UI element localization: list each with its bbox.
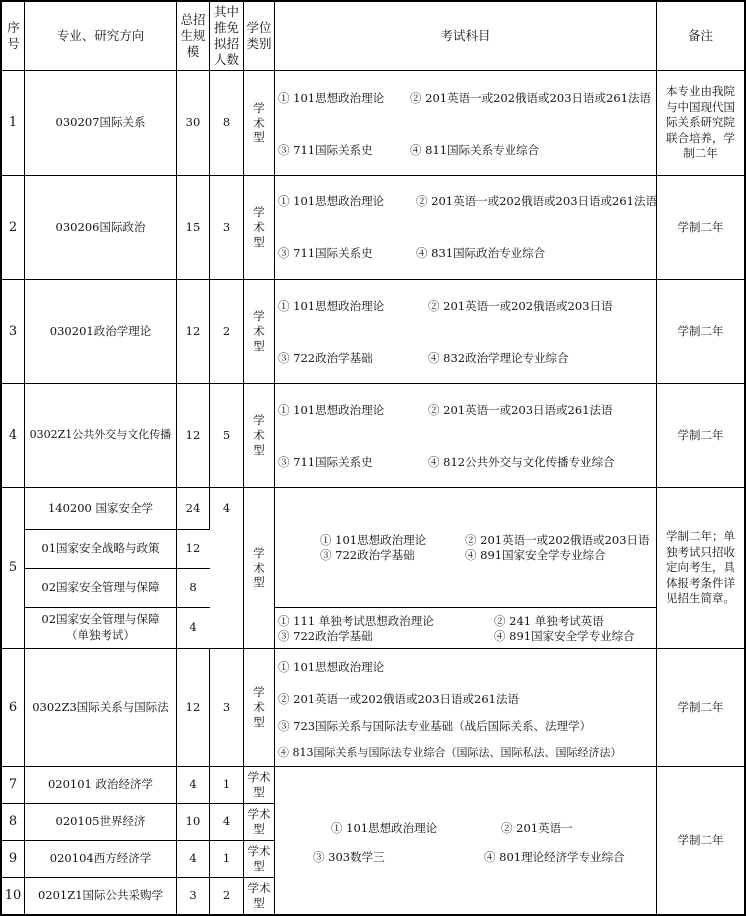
row-total: 12 [185, 427, 201, 442]
col-divider [274, 0, 275, 916]
row-major: 140200 国家安全学 [47, 500, 154, 515]
row-total: 12 [185, 699, 201, 714]
row-major: 020105世界经济 [55, 814, 146, 829]
row-push: 4 [222, 500, 231, 515]
row-total: 30 [185, 115, 201, 130]
exam-subject: ③ 723国际关系与国际法专业基础（战后国际关系、法理学） [278, 719, 592, 733]
row-note: 学制二年 [677, 323, 724, 338]
header-seq: 序号 [7, 19, 20, 51]
row-divider [274, 607, 656, 608]
row-seq: 3 [8, 323, 18, 339]
row-seq: 5 [8, 560, 18, 576]
header-push: 其中推免拟招人数 [213, 3, 239, 68]
row-total: 15 [185, 219, 201, 234]
exam-subject: ① 101思想政治理论 [278, 660, 385, 674]
exam-subject: ③ 711国际关系史 [278, 455, 373, 469]
header-major: 专业、研究方向 [56, 27, 145, 43]
row-total: 4 [189, 851, 197, 866]
header-note: 备注 [687, 27, 713, 43]
header-total: 总招生规模 [180, 11, 206, 60]
exam-subject: ④ 812公共外交与文化传播专业综合 [428, 455, 615, 469]
row-degree: 学术型 [247, 881, 271, 910]
row-degree: 学术型 [253, 685, 265, 729]
exam-subject: ② 241 单独考试英语 [494, 614, 604, 628]
row-total: 8 [189, 580, 197, 595]
exam-subject: ③ 711国际关系史 [278, 143, 373, 157]
row-total: 12 [185, 323, 201, 338]
row-total: 4 [189, 777, 197, 792]
row-push: 2 [222, 888, 231, 903]
row-note: 学制二年 [677, 699, 724, 714]
header-degree: 学位类别 [246, 19, 272, 51]
exam-subject: ③ 722政治学基础 [278, 629, 373, 643]
exam-subject: ① 111 单独考试思想政治理论 [278, 614, 434, 628]
exam-subject: ④ 891国家安全学专业综合 [494, 629, 635, 643]
row-major: 030206国际政治 [55, 219, 146, 234]
row-seq: 9 [8, 851, 18, 867]
row-major: 020101 政治经济学 [47, 777, 154, 792]
header-exam: 考试科目 [440, 27, 491, 43]
exam-subject: ④ 811国际关系专业综合 [410, 143, 540, 157]
exam-subject: ② 201英语一或202俄语或203日语 [428, 299, 613, 313]
exam-subject: ③ 722政治学基础 [278, 351, 373, 365]
row-major: 0201Z1国际公共采购学 [37, 888, 164, 903]
row-total: 4 [189, 620, 197, 635]
exam-subject: ③ 722政治学基础 [320, 548, 415, 562]
row-push: 3 [222, 699, 231, 714]
exam-subject: ② 201英语一或203日语或261法语 [428, 403, 613, 417]
exam-subject: ① 101思想政治理论 [278, 403, 385, 417]
row-major: 030207国际关系 [55, 115, 146, 130]
row-total: 3 [189, 888, 197, 903]
row-seq: 1 [8, 115, 18, 131]
row-degree: 学术型 [253, 545, 265, 590]
row-degree: 学术型 [247, 770, 271, 799]
row-total: 24 [185, 500, 201, 515]
exam-subject: ① 101思想政治理论 [278, 91, 385, 105]
exam-subject: ④ 832政治学理论专业综合 [428, 351, 569, 365]
row-seq: 10 [4, 888, 22, 904]
row-push: 8 [222, 115, 231, 130]
exam-subject: ③ 711国际关系史 [278, 246, 373, 260]
row-push: 1 [222, 851, 231, 866]
row-degree: 学术型 [253, 100, 265, 145]
row-seq: 6 [8, 699, 18, 715]
row-push: 3 [222, 219, 231, 234]
exam-subject: ② 201英语一或202俄语或203日语或261法语 [278, 692, 519, 706]
exam-subject: ③ 303数学三 [313, 850, 385, 864]
row-note: 学制二年 [677, 219, 724, 234]
exam-subject: ④ 891国家安全学专业综合 [465, 548, 606, 562]
exam-subject: ② 201英语一或202俄语或203日语 [465, 533, 650, 547]
row-degree: 学术型 [247, 844, 271, 873]
exam-subject: ④ 801理论经济学专业综合 [484, 850, 625, 864]
row-seq: 7 [8, 777, 18, 793]
row-note: 学制二年 [677, 427, 724, 442]
row-total: 10 [185, 814, 201, 829]
row-major [25, 608, 176, 648]
major-note: （单独考试） [66, 628, 135, 642]
exam-subject: ② 201英语一或202俄语或203日语或261法语 [416, 194, 657, 208]
row-note: 本专业由我院与中国现代国际关系研究院联合培养，学制二年 [666, 84, 735, 161]
exam-subject: ① 101思想政治理论 [278, 194, 385, 208]
exam-subject: ① 101思想政治理论 [278, 299, 385, 313]
row-major: 02国家安全管理与保障 [41, 580, 160, 595]
row-major: 030201政治学理论 [49, 323, 152, 338]
exam-subject: ① 101思想政治理论 [320, 533, 427, 547]
row-push: 1 [222, 777, 231, 792]
exam-subject: ② 201英语一 [501, 821, 573, 835]
row-push: 5 [222, 427, 231, 442]
exam-subject: ④ 813国际关系与国际法专业综合（国际法、国际私法、国际经济法） [278, 746, 622, 759]
row-degree: 学术型 [253, 309, 265, 353]
exam-subject: ④ 831国际政治专业综合 [416, 246, 546, 260]
row-push: 4 [222, 814, 231, 829]
row-seq: 4 [8, 427, 18, 443]
row-seq: 2 [8, 219, 18, 235]
row-note: 学制二年 [677, 832, 724, 847]
row-major: 0302Z3国际关系与国际法 [32, 699, 169, 714]
exam-subject: ② 201英语一或202俄语或203日语或261法语 [410, 91, 651, 105]
row-major: 01国家安全战略与政策 [41, 541, 160, 556]
row-degree: 学术型 [253, 205, 265, 249]
row-major: 020104西方经济学 [49, 851, 152, 866]
row-push: 2 [222, 323, 231, 338]
major-name: 02国家安全管理与保障 [41, 612, 160, 627]
row-major: 0302Z1公共外交与文化传播 [29, 428, 172, 442]
row-total: 12 [185, 541, 201, 556]
row-note: 学制二年；单独考试只招收定向考生，具体报考条件详见招生简章。 [666, 529, 735, 606]
row-degree: 学术型 [247, 807, 271, 836]
row-degree: 学术型 [253, 413, 265, 457]
exam-subject: ① 101思想政治理论 [331, 821, 438, 835]
row-seq: 8 [8, 814, 18, 830]
